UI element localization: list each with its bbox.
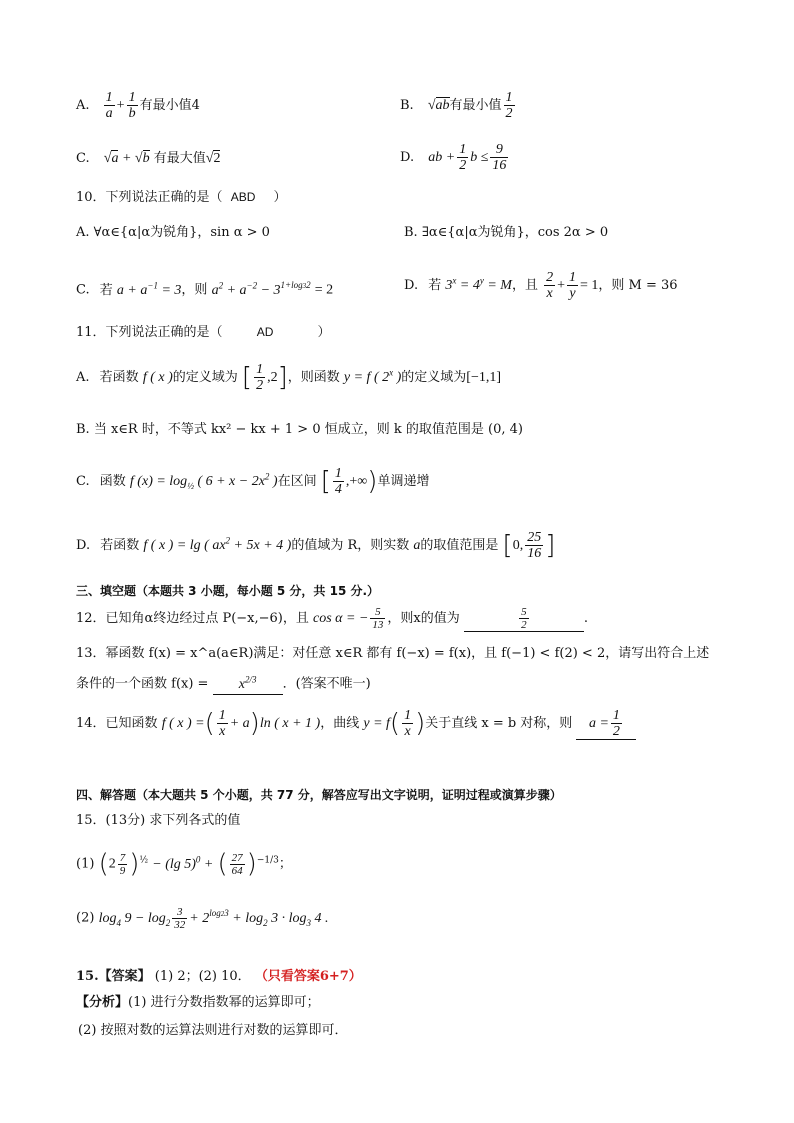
- q15-part2: (2) $\log_4 9 - \log_2$ $\frac{3}{32}$ + $2^{log23} + \log_2 3 \cdot \log_3 4$ .: [76, 905, 329, 931]
- q11-option-d: D. 若函数 f ( x ) = lg ( $ax^2 + 5x + 4$ )的值域为 R，则实数 a的取值范围是 [0, $\frac{25}{16}$ ]: [76, 530, 556, 561]
- q15-answer: 15.【答案】 (1) 2；(2) 10． （只看答案6+7）: [76, 969, 362, 984]
- q15-part1: (1) (2 $\frac{7}{9}$ )$^{\frac{1}{2}}$ − (lg 5)$^0$ + ( $\frac{27}{64}$ )$^{-1/3}$；: [76, 849, 292, 880]
- q11-option-b: B. 当 x∈R 时，不等式 kx² − kx + 1 > 0 恒成立，则 k 的取值范围是 (0, 4): [76, 422, 523, 437]
- q10-option-c: C. 若 $a + a^{-1} = 3$，则 $a^2 + a^{-2} - 3^{1+log32} = 2$: [76, 280, 334, 298]
- q9-option-b: B. √ab有最小值 $\frac{1}{2}$: [400, 90, 513, 121]
- q15-analysis-2: (2) 按照对数的运算法则进行对数的运算即可．: [78, 1023, 348, 1038]
- q9-option-d: D. ab + $\frac{1}{2}$ b ≤ $\frac{9}{16}$: [400, 142, 507, 173]
- q15-stem: 15．(13分) 求下列各式的值: [76, 813, 241, 828]
- q9-option-c: C. √a + √b 有最大值√2: [76, 151, 221, 166]
- q10-option-d: D. 若 $3^x = 4^y = M$，且 $\frac{2}{x}$ + $\frac{1}{y}$ = 1，则 M = 36: [404, 270, 678, 301]
- q10-stem: 10．下列说法正确的是（ ABD ）: [76, 190, 287, 205]
- q13-line2: 条件的一个函数 $f(x) = x^{2/3}$ ．(答案不唯一): [76, 670, 371, 695]
- q13-line1: 13．幂函数 f(x) = x^a(a∈R)满足：对任意 x∈R 都有 f(−x) = f(x)，且 f(−1) < f(2) < 2，请写出符合上述: [76, 646, 710, 661]
- q12: 12．已知角α终边经过点 P(−x,−6)，且 cos α = − $\frac{5}{13}$ ，则x的值为 $\frac{5}{2}$ .: [76, 606, 589, 631]
- q11-stem: 11．下列说法正确的是（ AD ）: [76, 325, 331, 340]
- q14: 14．已知函数 f ( x ) =( $\frac{1}{x}$ + a)ln ( x + 1 )，曲线 y = f( $\frac{1}{x}$ )关于直线 x = b 对称，则 a = $\frac{1}{2}$: [76, 708, 636, 740]
- q11-option-c: C. 函数 f $(x) = \log_{\frac{1}{2}}$ ( $6 + x - 2x^2$ )在区间 [ $\frac{1}{4}$ ,+∞)单调递增: [76, 466, 430, 497]
- q10-option-a: A. ∀α∈{α|α为锐角}，sin α > 0: [76, 225, 270, 240]
- section-3-title: 三、填空题（本题共 3 小题，每小题 5 分，共 15 分.）: [76, 584, 380, 598]
- q10-option-b: B. ∃α∈{α|α为锐角}，cos 2α > 0: [404, 225, 609, 240]
- q11-option-a: A. 若函数 f ( x )的定义域为 [ $\frac{1}{2}$ ,2]，则函数 y = f ( 2$^x$ )的定义域为[−1,1]: [76, 362, 502, 393]
- section-4-title: 四、解答题（本大题共 5 个小题，共 77 分，解答应写出文字说明，证明过程或演算步骤）: [76, 788, 562, 802]
- q15-analysis-1: 【分析】(1) 进行分数指数幂的运算即可；: [76, 995, 320, 1010]
- q9-option-a: A. $\frac{1}{a}$ + $\frac{1}{b}$ 有最小值4: [76, 90, 200, 121]
